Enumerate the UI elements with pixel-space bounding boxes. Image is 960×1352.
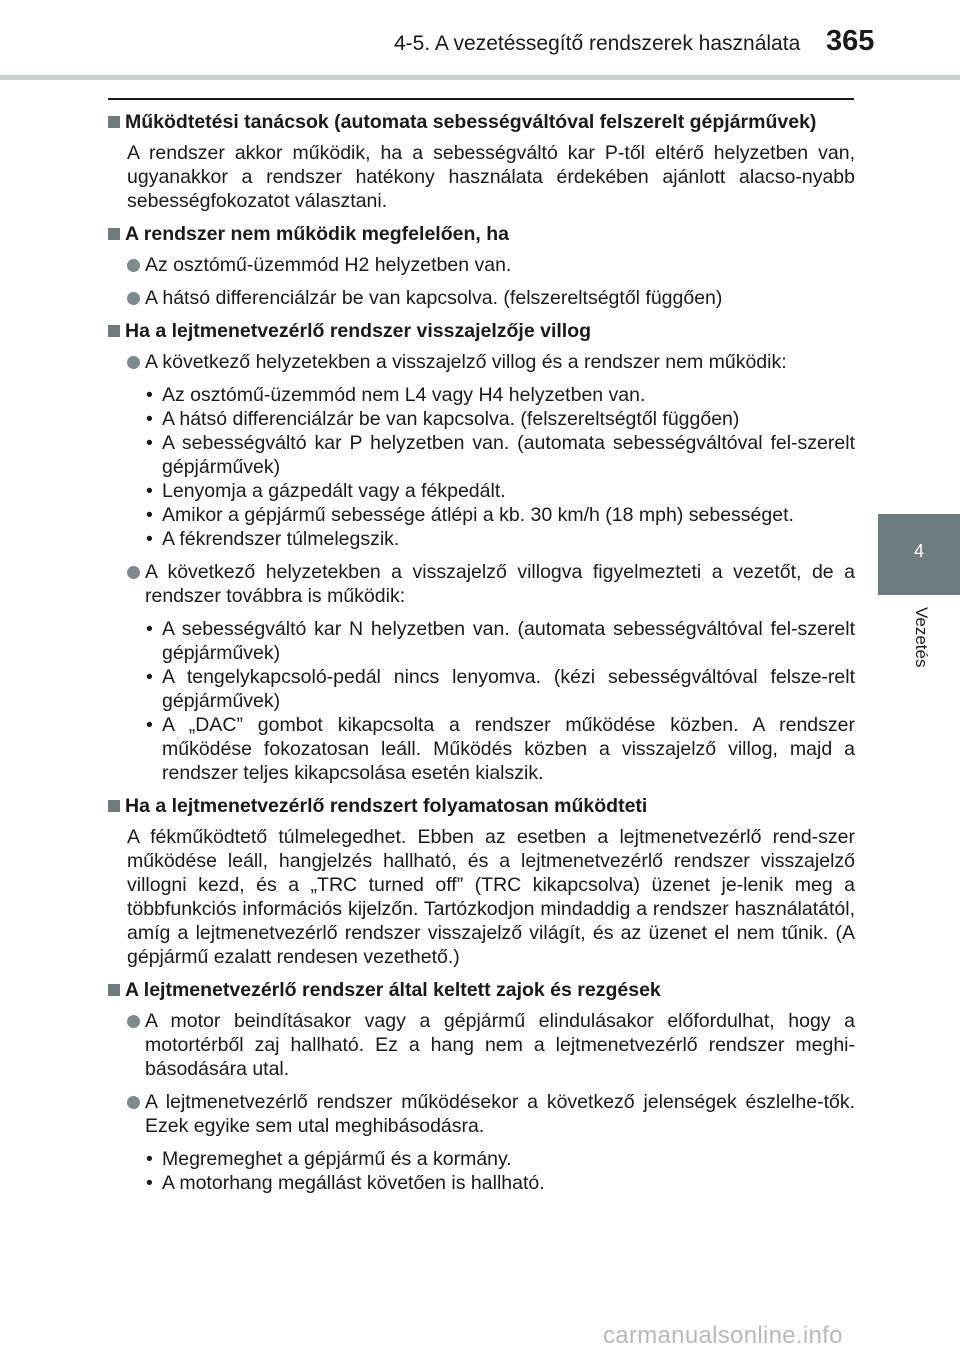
dot-bullet-icon: • bbox=[146, 504, 153, 526]
circle-bullet-icon bbox=[127, 356, 140, 369]
sub-list-item: • A hátsó differenciálzár be van kapcsolva. (felszereltségtől függően) bbox=[146, 408, 740, 430]
sub-list-item: • Az osztómű-üzemmód nem L4 vagy H4 helyzetben van. bbox=[146, 384, 646, 406]
dot-bullet-icon: • bbox=[146, 408, 153, 430]
watermark-text[interactable]: carmanualsonline.info bbox=[603, 1322, 843, 1349]
section-paragraph: A rendszer akkor működik, ha a sebességváltó kar P-től eltérő helyzetben van, ugyanakkor a rendszer hatékony használata érdekében ajánlott alacso-nyabb sebességfokozatot választani. bbox=[127, 142, 855, 212]
section-heading bbox=[108, 110, 855, 134]
sub-list bbox=[108, 383, 855, 551]
section-paragraph: A fékműködtető túlmelegedhet. Ebben az esetben a lejtmenetvezérlő rend-szer működése leáll, hangjelzés hallható, és a lejtmenetvezérlő rendszer visszajelző villogni kezd, és a „TRC turned off” (TRC kikapcsolva) üzenet je-lenik meg a többfunkciós információs kijelzőn. Tartózkodjon mindaddig a rendszer használatától, amíg a lejtmenetvezérlő rendszer visszajelző világít, és az üzenet el nem tűnik. (A gépjármű ezalatt rendesen vezethető.) bbox=[127, 826, 855, 968]
section-continuous-operation bbox=[108, 794, 855, 969]
dot-bullet-icon: • bbox=[146, 480, 153, 502]
dot-bullet-icon: • bbox=[146, 528, 153, 550]
section-heading-text: A lejtmenetvezérlő rendszer által keltett zajok és rezgések bbox=[125, 979, 661, 1001]
sub-list-item: • A „DAC” gombot kikapcsolta a rendszer működése közben. A rendszer működése fokozatosan leáll. Működés közben a visszajelző villog, majd a rendszer teljes kikapcsolása esetén kialszik. bbox=[146, 714, 855, 784]
list-item-text: Az osztómű-üzemmód H2 helyzetben van. bbox=[145, 254, 512, 276]
dot-bullet-icon: • bbox=[146, 714, 153, 736]
dot-bullet-icon: • bbox=[146, 384, 153, 406]
dot-bullet-icon: • bbox=[146, 666, 153, 688]
square-marker-icon bbox=[108, 800, 120, 812]
section-heading-text: A rendszer nem működik megfelelően, ha bbox=[125, 223, 509, 245]
content-top-rule bbox=[108, 98, 854, 100]
list-item bbox=[108, 286, 855, 310]
list-item bbox=[108, 1009, 855, 1081]
chapter-tab[interactable] bbox=[878, 514, 960, 595]
list-item-text: A következő helyzetekben a visszajelző villog és a rendszer nem működik: bbox=[145, 351, 787, 373]
list-item bbox=[108, 350, 855, 374]
section-heading bbox=[108, 794, 855, 818]
section-heading bbox=[108, 978, 855, 1002]
circle-bullet-icon bbox=[127, 292, 140, 305]
square-marker-icon bbox=[108, 984, 120, 996]
section-malfunction-conditions bbox=[108, 222, 855, 310]
page-content bbox=[108, 106, 855, 1204]
sub-list-item: • Amikor a gépjármű sebessége átlépi a kb. 30 km/h (18 mph) sebességet. bbox=[146, 504, 794, 526]
sub-list-item: • A fékrendszer túlmelegszik. bbox=[146, 528, 400, 550]
section-heading-text: Működtetési tanácsok (automata sebességváltóval felszerelt gépjárművek) bbox=[125, 111, 817, 133]
section-noises-vibrations bbox=[108, 978, 855, 1195]
section-indicator-flashing bbox=[108, 319, 855, 785]
header-bar bbox=[0, 75, 960, 80]
circle-bullet-icon bbox=[127, 1096, 140, 1109]
chapter-label: Vezetés bbox=[912, 607, 931, 668]
circle-bullet-icon bbox=[127, 1015, 140, 1028]
circle-bullet-icon bbox=[127, 566, 140, 579]
section-heading-text: Ha a lejtmenetvezérlő rendszer visszajelzője villog bbox=[125, 320, 592, 342]
list-item bbox=[108, 560, 855, 608]
page-number: 365 bbox=[826, 25, 875, 57]
sub-list bbox=[108, 617, 855, 785]
dot-bullet-icon: • bbox=[146, 618, 153, 640]
list-item-text: A hátsó differenciálzár be van kapcsolva. (felszereltségtől függően) bbox=[145, 287, 723, 309]
list-item bbox=[108, 253, 855, 277]
section-heading-text: Ha a lejtmenetvezérlő rendszert folyamatosan működteti bbox=[125, 795, 648, 817]
square-marker-icon bbox=[108, 325, 120, 337]
square-marker-icon bbox=[108, 116, 120, 128]
sub-list-item: • A sebességváltó kar N helyzetben van. (automata sebességváltóval fel-szerelt gépjárművek) bbox=[146, 618, 855, 664]
list-item-text: A következő helyzetekben a visszajelző villogva figyelmezteti a vezetőt, de a rendszer továbbra is működik: bbox=[145, 561, 855, 607]
dot-bullet-icon: • bbox=[146, 1148, 153, 1170]
section-operating-tips bbox=[108, 110, 855, 213]
dot-bullet-icon: • bbox=[146, 1172, 153, 1194]
sub-list-item: • A tengelykapcsoló-pedál nincs lenyomva. (kézi sebességváltóval felsze-relt gépjárművek) bbox=[146, 666, 855, 712]
list-item-text: A lejtmenetvezérlő rendszer működésekor a következő jelenségek észlelhe-tők. Ezek egyike sem utal meghibásodásra. bbox=[145, 1091, 855, 1137]
sub-list bbox=[108, 1147, 855, 1195]
list-item-text: A motor beindításakor vagy a gépjármű elindulásakor előfordulhat, hogy a motortérből zaj hallható. Ez a hang nem a lejtmenetvezérlő rendszer meghi-básodására utal. bbox=[145, 1010, 855, 1080]
section-heading bbox=[108, 222, 855, 246]
list-item bbox=[108, 1090, 855, 1138]
sub-list-item: • A sebességváltó kar P helyzetben van. (automata sebességváltóval fel-szerelt gépjárművek) bbox=[146, 432, 855, 478]
circle-bullet-icon bbox=[127, 259, 140, 272]
sub-list-item: • Megremeghet a gépjármű és a kormány. bbox=[146, 1148, 512, 1170]
sub-list-item: • A motorhang megállást követően is hallható. bbox=[146, 1172, 545, 1194]
page-header-title: 4-5. A vezetéssegítő rendszerek használata bbox=[394, 32, 801, 55]
section-heading bbox=[108, 319, 855, 343]
dot-bullet-icon: • bbox=[146, 432, 153, 454]
chapter-number: 4 bbox=[913, 541, 924, 561]
sub-list-item: • Lenyomja a gázpedált vagy a fékpedált. bbox=[146, 480, 506, 502]
square-marker-icon bbox=[108, 228, 120, 240]
